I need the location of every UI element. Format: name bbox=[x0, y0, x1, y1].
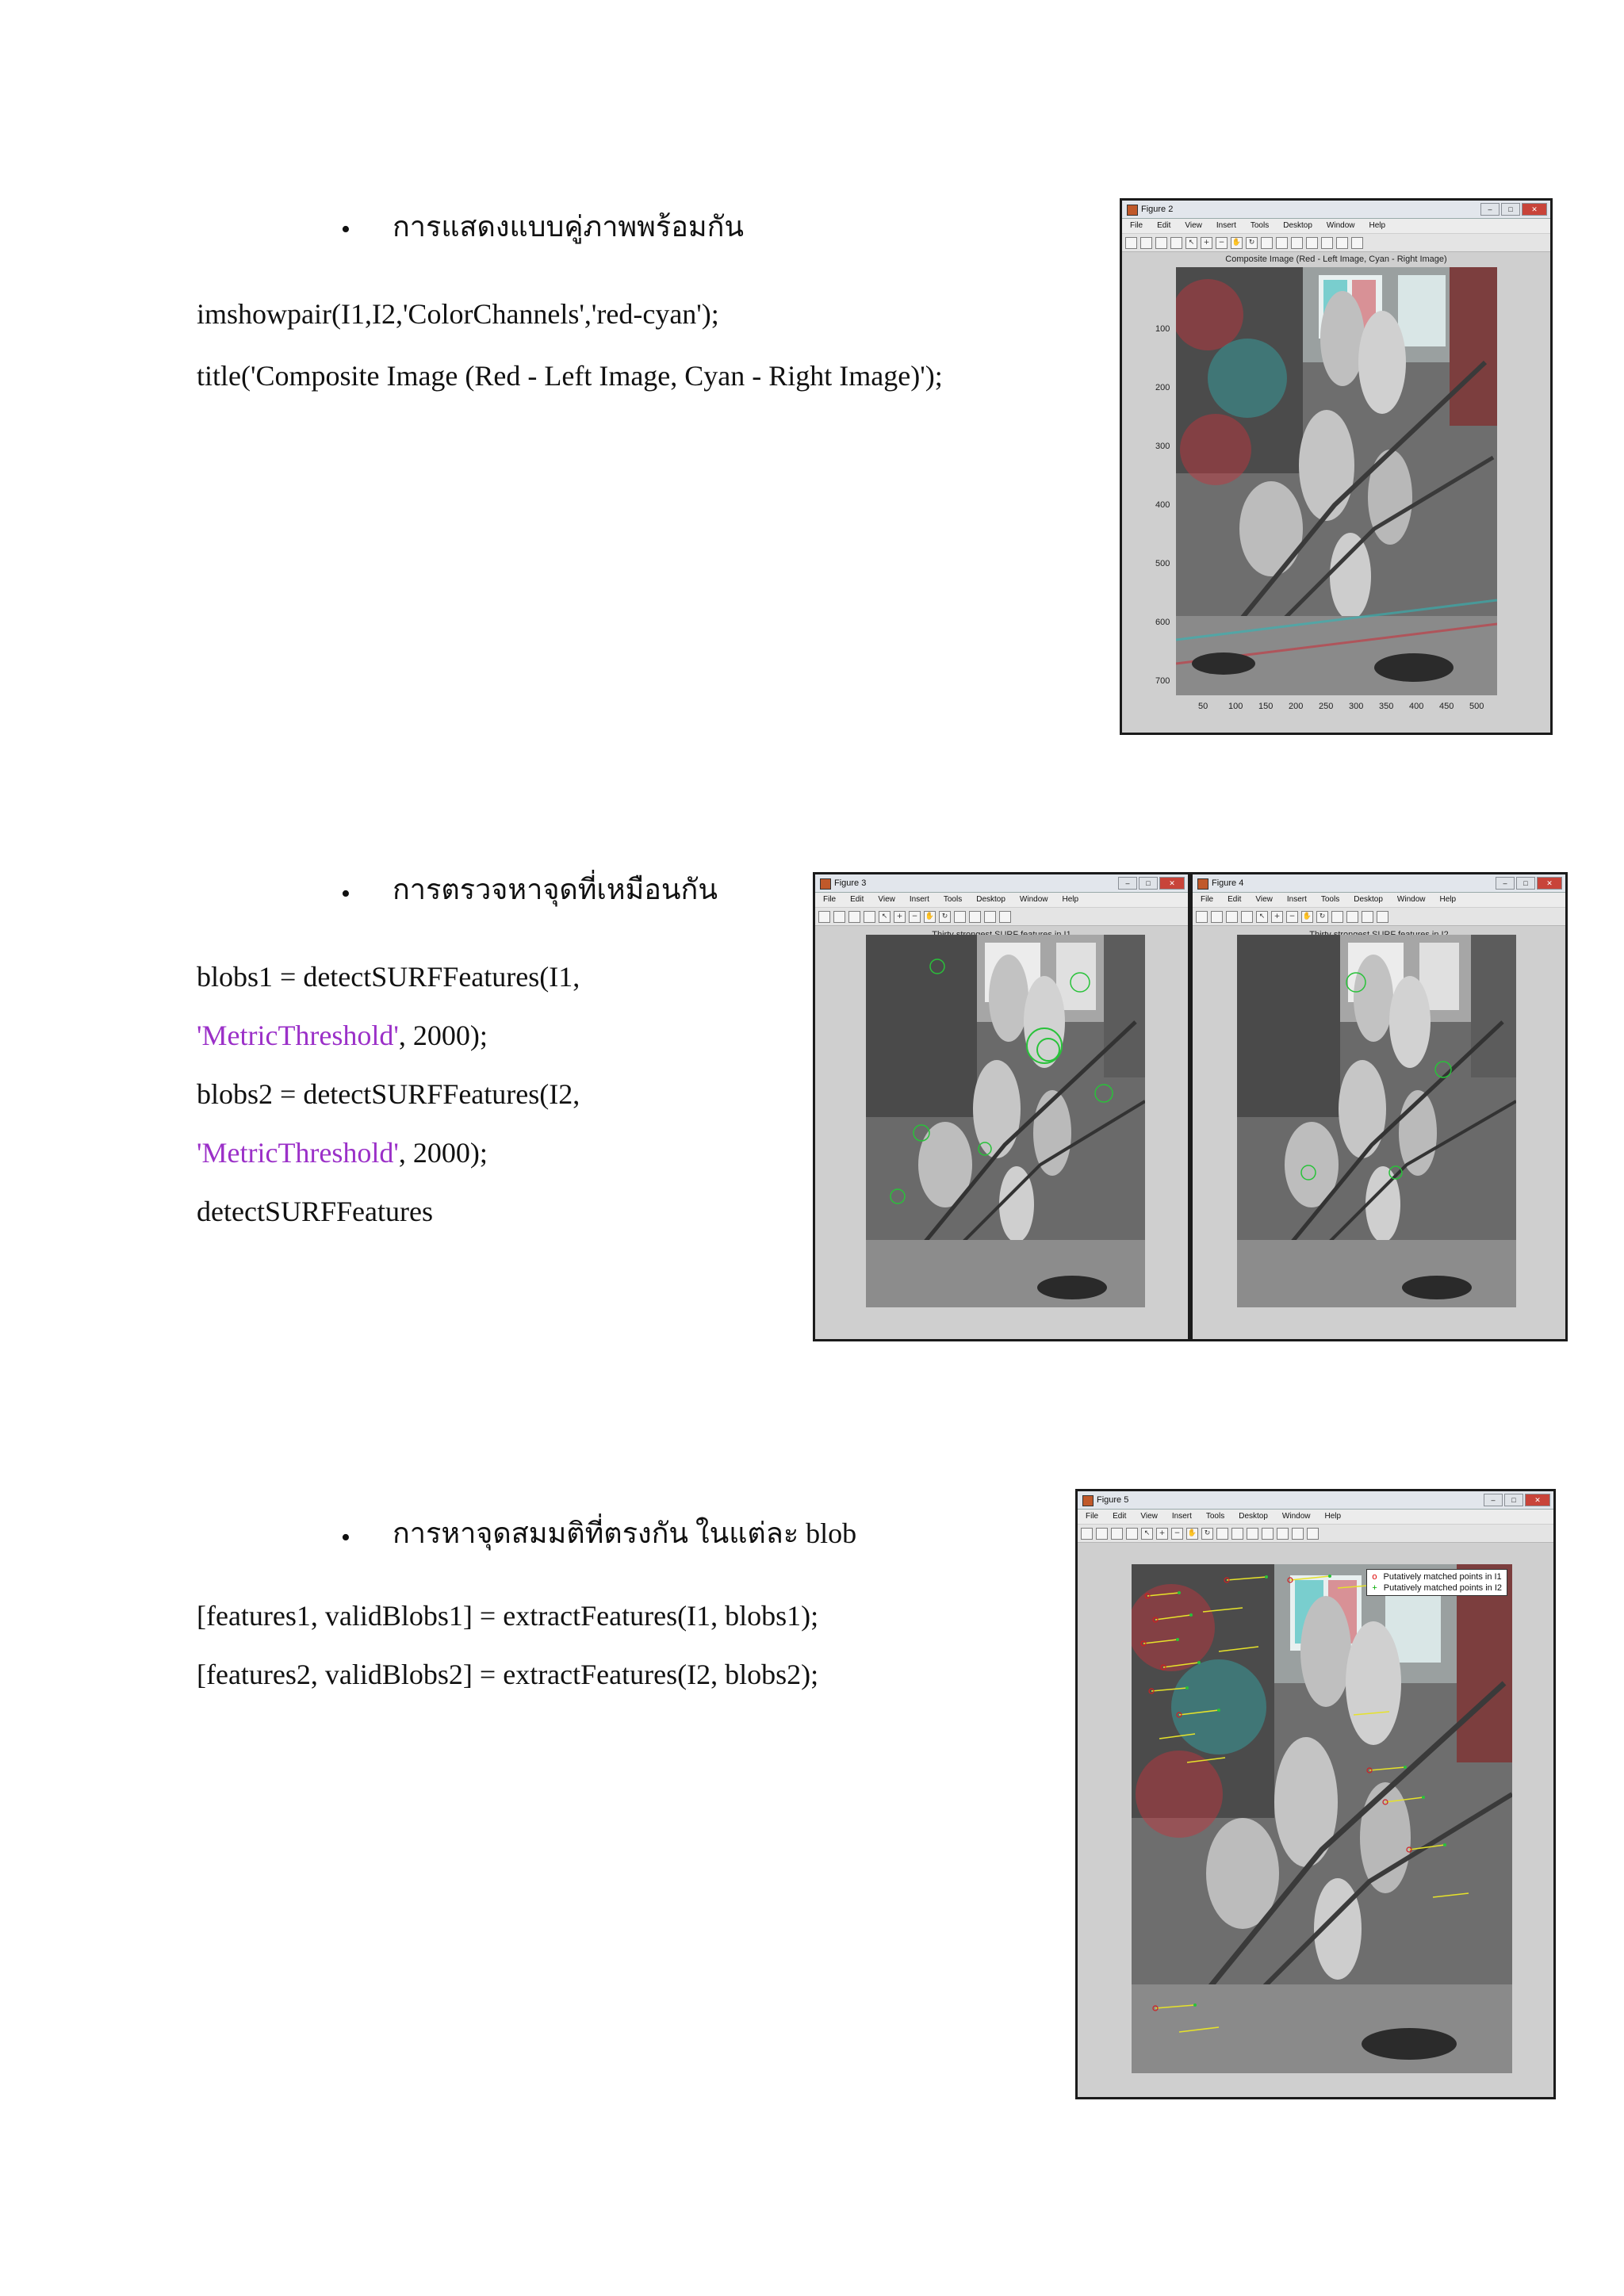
window-titlebar[interactable] bbox=[815, 874, 1188, 893]
x-tick: 250 bbox=[1319, 702, 1334, 711]
y-tick: 700 bbox=[1155, 676, 1170, 686]
brush-icon[interactable] bbox=[969, 911, 981, 923]
x-tick: 500 bbox=[1469, 702, 1484, 711]
menu-edit[interactable]: Edit bbox=[1113, 1512, 1127, 1521]
window-title: Figure 2 bbox=[1141, 205, 1174, 214]
code-line bbox=[197, 1135, 488, 1170]
brush-icon[interactable] bbox=[1276, 237, 1288, 249]
figure-window-5[interactable] bbox=[1075, 1489, 1556, 2099]
new-icon[interactable] bbox=[1125, 237, 1137, 249]
menu-bar bbox=[1193, 893, 1565, 907]
section1-heading: การแสดงแบบคู่ภาพพร้อมกัน bbox=[393, 211, 744, 243]
code-line: imshowpair(I1,I2,'ColorChannels','red-cyan'); bbox=[197, 298, 719, 330]
menu-insert[interactable]: Insert bbox=[1171, 1512, 1192, 1521]
code-line: blobs1 = detectSURFFeatures(I1, bbox=[197, 961, 580, 993]
brush-icon[interactable] bbox=[1346, 911, 1358, 923]
pointer-icon[interactable]: ↖ bbox=[1185, 237, 1197, 249]
menu-view[interactable]: View bbox=[1255, 895, 1273, 904]
window-title: Figure 5 bbox=[1097, 1495, 1129, 1505]
window-titlebar[interactable] bbox=[1122, 201, 1550, 219]
menu-help[interactable]: Help bbox=[1062, 895, 1079, 904]
section3-heading: การหาจุดสมมติที่ตรงกัน ในแต่ละ blob bbox=[393, 1517, 857, 1549]
figure-window-2[interactable] bbox=[1120, 198, 1553, 735]
code-line: detectSURFFeatures bbox=[197, 1196, 433, 1227]
figure-window-3[interactable] bbox=[813, 872, 1190, 1341]
menu-bar bbox=[1122, 219, 1550, 233]
menu-insert[interactable]: Insert bbox=[909, 895, 929, 904]
menu-tools[interactable]: Tools bbox=[1250, 221, 1270, 230]
x-tick: 350 bbox=[1379, 702, 1394, 711]
pointer-icon[interactable]: ↖ bbox=[1256, 911, 1268, 923]
menu-file[interactable]: File bbox=[823, 895, 837, 904]
data-cursor-icon[interactable] bbox=[1261, 237, 1273, 249]
zoom-out-icon[interactable]: − bbox=[1286, 911, 1298, 923]
menu-view[interactable]: View bbox=[1140, 1512, 1158, 1521]
menu-help[interactable]: Help bbox=[1369, 221, 1386, 230]
save-icon[interactable] bbox=[1226, 911, 1238, 923]
x-tick: 200 bbox=[1289, 702, 1304, 711]
menu-edit[interactable]: Edit bbox=[1157, 221, 1171, 230]
menu-file[interactable]: File bbox=[1130, 221, 1143, 230]
new-icon[interactable] bbox=[818, 911, 830, 923]
hide-tools-icon[interactable] bbox=[999, 911, 1011, 923]
figure-window-4[interactable] bbox=[1190, 872, 1568, 1341]
new-icon[interactable] bbox=[1081, 1528, 1093, 1540]
y-tick: 300 bbox=[1155, 442, 1170, 451]
legend-icon[interactable] bbox=[1277, 1528, 1289, 1540]
string-literal: 'MetricThreshold' bbox=[197, 1137, 399, 1169]
menu-edit[interactable]: Edit bbox=[850, 895, 864, 904]
menu-window[interactable]: Window bbox=[1326, 221, 1355, 230]
code-fragment: , 2000); bbox=[398, 1137, 488, 1169]
matched-points-image bbox=[1132, 1564, 1512, 2073]
window-titlebar[interactable] bbox=[1078, 1491, 1553, 1510]
save-icon[interactable] bbox=[848, 911, 860, 923]
menu-desktop[interactable]: Desktop bbox=[1283, 221, 1312, 230]
menu-file[interactable]: File bbox=[1086, 1512, 1099, 1521]
figure-toolbar bbox=[1078, 1525, 1553, 1543]
pointer-icon[interactable]: ↖ bbox=[879, 911, 891, 923]
menu-tools[interactable]: Tools bbox=[1205, 1512, 1225, 1521]
close-button[interactable]: ✕ bbox=[1159, 877, 1185, 890]
zoom-out-icon[interactable]: − bbox=[909, 911, 921, 923]
minimize-button[interactable]: – bbox=[1496, 877, 1515, 890]
rotate-icon[interactable]: ↻ bbox=[1201, 1528, 1213, 1540]
brush-icon[interactable] bbox=[1231, 1528, 1243, 1540]
y-tick: 200 bbox=[1155, 383, 1170, 392]
code-fragment: , 2000); bbox=[398, 1020, 488, 1051]
menu-desktop[interactable]: Desktop bbox=[1239, 1512, 1268, 1521]
close-button[interactable]: ✕ bbox=[1537, 877, 1562, 890]
x-tick: 50 bbox=[1198, 702, 1208, 711]
pointer-icon[interactable]: ↖ bbox=[1141, 1528, 1153, 1540]
menu-view[interactable]: View bbox=[1185, 221, 1202, 230]
menu-insert[interactable]: Insert bbox=[1216, 221, 1236, 230]
rotate-icon[interactable]: ↻ bbox=[1316, 911, 1328, 923]
menu-desktop[interactable]: Desktop bbox=[1354, 895, 1383, 904]
hide-tools-icon[interactable] bbox=[1377, 911, 1388, 923]
y-tick: 400 bbox=[1155, 500, 1170, 510]
figure-toolbar bbox=[1122, 234, 1550, 252]
plus-marker-icon: + bbox=[1372, 1583, 1377, 1593]
composite-image bbox=[1176, 267, 1497, 695]
print-icon[interactable] bbox=[864, 911, 875, 923]
y-tick: 600 bbox=[1155, 618, 1170, 627]
link-icon[interactable] bbox=[1247, 1528, 1258, 1540]
y-tick: 100 bbox=[1155, 324, 1170, 334]
bullet-marker: • bbox=[341, 879, 350, 909]
zoom-in-icon[interactable]: + bbox=[894, 911, 906, 923]
print-icon[interactable] bbox=[1126, 1528, 1138, 1540]
menu-window[interactable]: Window bbox=[1281, 1512, 1311, 1521]
data-cursor-icon[interactable] bbox=[1216, 1528, 1228, 1540]
minimize-button[interactable]: – bbox=[1118, 877, 1137, 890]
legend-label: Putatively matched points in I1 bbox=[1383, 1572, 1502, 1582]
legend-entry bbox=[1372, 1582, 1502, 1594]
menu-bar bbox=[1078, 1510, 1553, 1524]
code-line: blobs2 = detectSURFFeatures(I2, bbox=[197, 1078, 580, 1110]
circle-marker-icon: o bbox=[1372, 1572, 1377, 1582]
plot-title: Composite Image (Red - Left Image, Cyan - Right Image) bbox=[1225, 254, 1447, 264]
menu-edit[interactable]: Edit bbox=[1228, 895, 1242, 904]
rotate-icon[interactable]: ↻ bbox=[1246, 237, 1258, 249]
legend-label: Putatively matched points in I2 bbox=[1383, 1583, 1502, 1593]
bullet-marker: • bbox=[341, 215, 350, 244]
window-titlebar[interactable] bbox=[1193, 874, 1565, 893]
minimize-button[interactable]: – bbox=[1484, 1494, 1503, 1506]
menu-desktop[interactable]: Desktop bbox=[976, 895, 1005, 904]
zoom-in-icon[interactable]: + bbox=[1156, 1528, 1168, 1540]
show-tools-icon[interactable] bbox=[1307, 1528, 1319, 1540]
matlab-icon bbox=[820, 878, 831, 890]
x-tick: 400 bbox=[1409, 702, 1424, 711]
grayscale-image-with-features bbox=[1237, 935, 1516, 1307]
maximize-button[interactable]: □ bbox=[1139, 877, 1158, 890]
pan-icon[interactable]: ✋ bbox=[924, 911, 936, 923]
maximize-button[interactable]: □ bbox=[1504, 1494, 1523, 1506]
x-tick: 150 bbox=[1258, 702, 1274, 711]
y-tick: 500 bbox=[1155, 559, 1170, 568]
hide-tools-icon[interactable] bbox=[1336, 237, 1348, 249]
maximize-button[interactable]: □ bbox=[1516, 877, 1535, 890]
menu-window[interactable]: Window bbox=[1396, 895, 1426, 904]
section2-heading: การตรวจหาจุดที่เหมือนกัน bbox=[393, 874, 718, 905]
hide-tools-icon[interactable] bbox=[1292, 1528, 1304, 1540]
menu-help[interactable]: Help bbox=[1439, 895, 1457, 904]
maximize-button[interactable]: □ bbox=[1501, 203, 1520, 216]
zoom-in-icon[interactable]: + bbox=[1271, 911, 1283, 923]
data-cursor-icon[interactable] bbox=[954, 911, 966, 923]
window-title: Figure 4 bbox=[1212, 878, 1244, 888]
open-icon[interactable] bbox=[1211, 911, 1223, 923]
open-icon[interactable] bbox=[1140, 237, 1152, 249]
close-button[interactable]: ✕ bbox=[1522, 203, 1547, 216]
zoom-in-icon[interactable]: + bbox=[1201, 237, 1212, 249]
code-line: [features2, validBlobs2] = extractFeatures(I2, blobs2); bbox=[197, 1659, 819, 1690]
menu-bar bbox=[815, 893, 1188, 907]
link-icon[interactable] bbox=[1291, 237, 1303, 249]
pan-icon[interactable]: ✋ bbox=[1301, 911, 1313, 923]
menu-tools[interactable]: Tools bbox=[943, 895, 963, 904]
data-cursor-icon[interactable] bbox=[1331, 911, 1343, 923]
code-line: title('Composite Image (Red - Left Image, Cyan - Right Image)'); bbox=[197, 360, 943, 392]
menu-insert[interactable]: Insert bbox=[1286, 895, 1307, 904]
figure-toolbar bbox=[1193, 908, 1565, 926]
save-icon[interactable] bbox=[1111, 1528, 1123, 1540]
menu-window[interactable]: Window bbox=[1019, 895, 1048, 904]
new-icon[interactable] bbox=[1196, 911, 1208, 923]
x-tick: 300 bbox=[1349, 702, 1364, 711]
string-literal: 'MetricThreshold' bbox=[197, 1020, 399, 1051]
zoom-out-icon[interactable]: − bbox=[1171, 1528, 1183, 1540]
code-line bbox=[197, 1018, 488, 1053]
save-icon[interactable] bbox=[1155, 237, 1167, 249]
bullet-marker: • bbox=[341, 1523, 350, 1552]
legend-icon[interactable] bbox=[1321, 237, 1333, 249]
open-icon[interactable] bbox=[833, 911, 845, 923]
legend-icon[interactable] bbox=[1362, 911, 1373, 923]
pan-icon[interactable]: ✋ bbox=[1231, 237, 1243, 249]
menu-file[interactable]: File bbox=[1201, 895, 1214, 904]
window-title: Figure 3 bbox=[834, 878, 867, 888]
grayscale-image-with-features bbox=[866, 935, 1145, 1307]
print-icon[interactable] bbox=[1241, 911, 1253, 923]
matlab-icon bbox=[1127, 205, 1138, 216]
print-icon[interactable] bbox=[1170, 237, 1182, 249]
legend-icon[interactable] bbox=[984, 911, 996, 923]
x-tick: 450 bbox=[1439, 702, 1454, 711]
legend-entry bbox=[1372, 1571, 1502, 1582]
matlab-icon bbox=[1082, 1495, 1094, 1506]
zoom-out-icon[interactable]: − bbox=[1216, 237, 1228, 249]
colorbar-icon[interactable] bbox=[1262, 1528, 1274, 1540]
matlab-icon bbox=[1197, 878, 1208, 890]
pan-icon[interactable]: ✋ bbox=[1186, 1528, 1198, 1540]
menu-help[interactable]: Help bbox=[1324, 1512, 1342, 1521]
plot-legend[interactable] bbox=[1366, 1569, 1507, 1596]
menu-tools[interactable]: Tools bbox=[1320, 895, 1340, 904]
show-tools-icon[interactable] bbox=[1351, 237, 1363, 249]
figure-toolbar bbox=[815, 908, 1188, 926]
rotate-icon[interactable]: ↻ bbox=[939, 911, 951, 923]
code-line: [features1, validBlobs1] = extractFeatures(I1, blobs1); bbox=[197, 1600, 819, 1632]
colorbar-icon[interactable] bbox=[1306, 237, 1318, 249]
open-icon[interactable] bbox=[1096, 1528, 1108, 1540]
close-button[interactable]: ✕ bbox=[1525, 1494, 1550, 1506]
x-tick: 100 bbox=[1228, 702, 1243, 711]
menu-view[interactable]: View bbox=[878, 895, 895, 904]
minimize-button[interactable]: – bbox=[1480, 203, 1500, 216]
